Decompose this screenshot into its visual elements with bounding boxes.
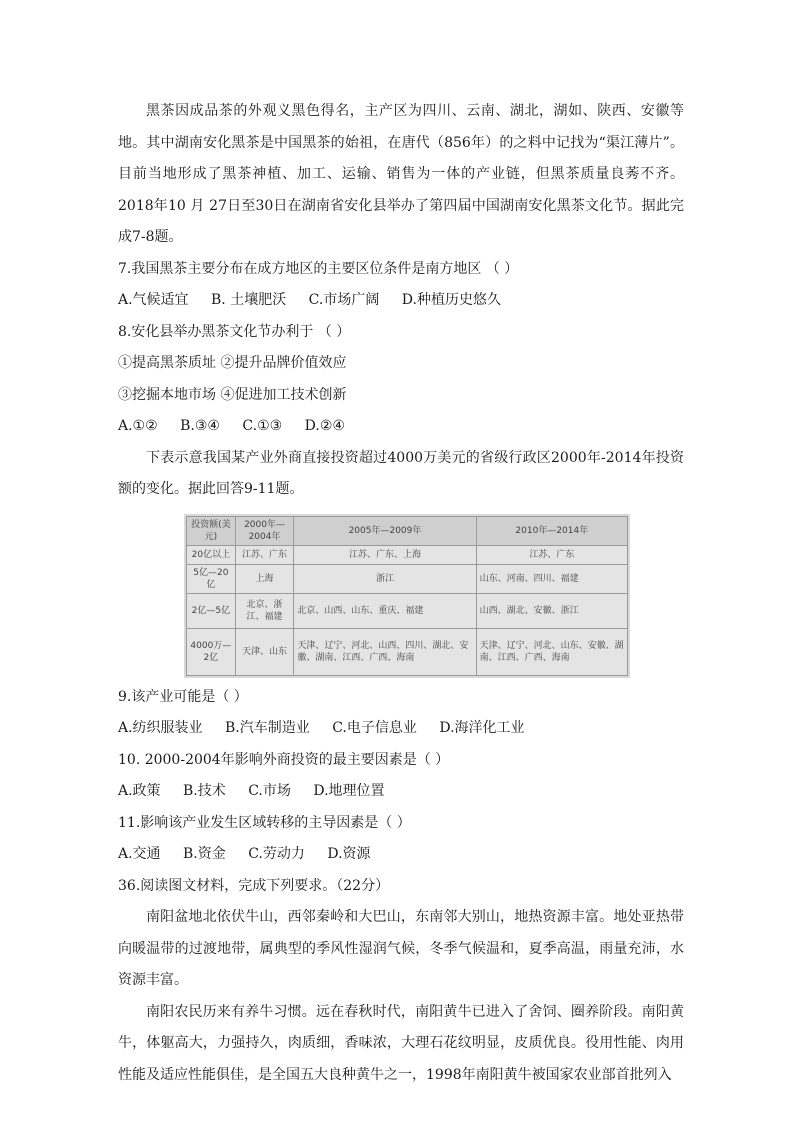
option-c: C.电子信息业: [332, 720, 417, 736]
table-header-cell: 2010年—2014年: [476, 516, 627, 545]
table-row: [187, 628, 628, 675]
question-8-statement-line-1: ①提高黑茶质址 ②提升品牌价值效应: [118, 355, 347, 371]
table-cell: 上海: [235, 564, 294, 593]
option-a: A.气候适宜: [118, 292, 189, 308]
question-10-options: [118, 776, 684, 808]
option-a: A.①②: [118, 418, 158, 434]
question-7-stem: 7.我国黑茶主要分布在成方地区的主要区位条件是南方地区 （ ）: [118, 260, 519, 277]
intro-paragraph: 黑茶因成品茶的外观义黑色得名，主产区为四川、云南、湖北，湖如、陕西、安徽等地。其中湖南安化黑茶是中国黑茶的始祖，在唐代（856年）的之料中记找为“渠江薄片”。目前当地形成了黑茶神植、加工、运输、销售为一体的产业链，但黑茶质量良莠不齐。2018年10 月 27日至30日在湖南省安化县举办了第四届中国湖南安化黑茶文化节。据此完成7-8题。: [118, 103, 684, 245]
question-9-stem: 9.该产业可能是（ ）: [118, 688, 248, 705]
option-a: A.交通: [118, 846, 161, 862]
option-b: B.技术: [183, 783, 226, 799]
table-row: [187, 593, 628, 628]
question-8-statement-line-2: ③挖掘本地市场 ④促进加工技术创新: [118, 386, 347, 403]
question-36-paragraph-2: 南阳农民历来有养牛习惯。远在春秋时代，南阳黄牛已进入了舍饲、圈养阶段。南阳黄牛，体躯高大，力强持久，肉质细，香味浓，大理石花纹明显，皮质优良。役用性能、肉用性能及适应性能俱佳，是全国五大良种黄牛之一，1998年南阳黄牛被国家农业部首批列入: [118, 1003, 684, 1083]
table-header-cell: 2000年—2004年: [235, 516, 294, 545]
table-row: [187, 564, 628, 593]
exam-page: [118, 96, 684, 1091]
table-cell: 江苏、广东、上海: [294, 545, 476, 564]
investment-table: [186, 516, 628, 676]
table-cell: 江苏、广东: [235, 545, 294, 564]
table-intro-paragraph: 下表示意我国某产业外商直接投资超过4000万美元的省级行政区2000年-2014年投资额的变化。据此回答9-11题。: [118, 449, 684, 497]
table-cell: 2亿—5亿: [187, 593, 236, 628]
question-36-stem: 36.阅读图文材料，完成下列要求。（22分）: [118, 877, 390, 894]
table-cell: 北京、浙江、福建: [235, 593, 294, 628]
option-b: B. 土壤肥沃: [211, 292, 287, 308]
table-cell: 20亿以上: [187, 545, 236, 564]
option-c: C.劳动力: [248, 846, 305, 862]
question-11-options: [118, 839, 684, 871]
table-cell: 天津、山东: [235, 628, 294, 675]
option-d: D.海洋化工业: [439, 720, 525, 736]
option-d: D.资源: [327, 846, 371, 862]
option-c: C.①③: [242, 418, 283, 434]
option-a: A.纺织服装业: [118, 720, 203, 736]
table-cell: 浙江: [294, 564, 476, 593]
option-d: D.种植历史悠久: [401, 292, 501, 308]
table-cell: 天津、辽宁、河北、山西、四川、湖北、安徽、湖南、江西、广西、海南: [294, 628, 476, 675]
table-row: [187, 545, 628, 564]
table-cell: 山东、河南、四川、福建: [476, 564, 627, 593]
option-b: B.资金: [183, 846, 226, 862]
option-b: B.③④: [180, 418, 220, 434]
option-a: A.政策: [118, 783, 161, 799]
table-header-cell: 2005年—2009年: [294, 516, 476, 545]
table-cell: 山西、湖北、安徽、浙江: [476, 593, 627, 628]
question-10-stem: 10. 2000-2004年影响外商投资的最主要因素是（ ）: [118, 751, 450, 768]
table-cell: 5亿—20亿: [187, 564, 236, 593]
option-d: D.地理位置: [313, 783, 385, 799]
option-c: C.市场广阔: [308, 292, 380, 308]
option-c: C.市场: [248, 783, 291, 799]
option-d: D.②④: [304, 418, 345, 434]
table-header-cell: 投资额(美元): [187, 516, 236, 545]
question-7-options: [118, 285, 684, 317]
table-cell: 江苏、广东: [476, 545, 627, 564]
question-36-paragraph-1: 南阳盆地北依伏牛山，西邻秦岭和大巴山，东南邻大别山，地热资源丰富。地处亚热带向暖温带的过渡地带，属典型的季风性湿润气候，冬季气候温和，夏季高温，雨量充沛，水资源丰富。: [118, 909, 684, 988]
table-cell: 北京、山西、山东、重庆、福建: [294, 593, 476, 628]
table-header-row: [187, 516, 628, 545]
table-cell: 4000万—2亿: [187, 628, 236, 675]
question-9-options: [118, 713, 684, 745]
table-cell: 天津、辽宁、河北、山东、安徽、湖南、江西、广西、海南: [476, 628, 627, 675]
question-11-stem: 11.影响该产业发生区域转移的主导因素是（ ）: [118, 814, 411, 831]
option-b: B.汽车制造业: [225, 720, 310, 736]
investment-table-image: [184, 514, 630, 678]
question-8-stem: 8.安化县举办黑茶文化节办利于 （ ）: [118, 323, 351, 340]
question-8-options: [118, 411, 684, 443]
